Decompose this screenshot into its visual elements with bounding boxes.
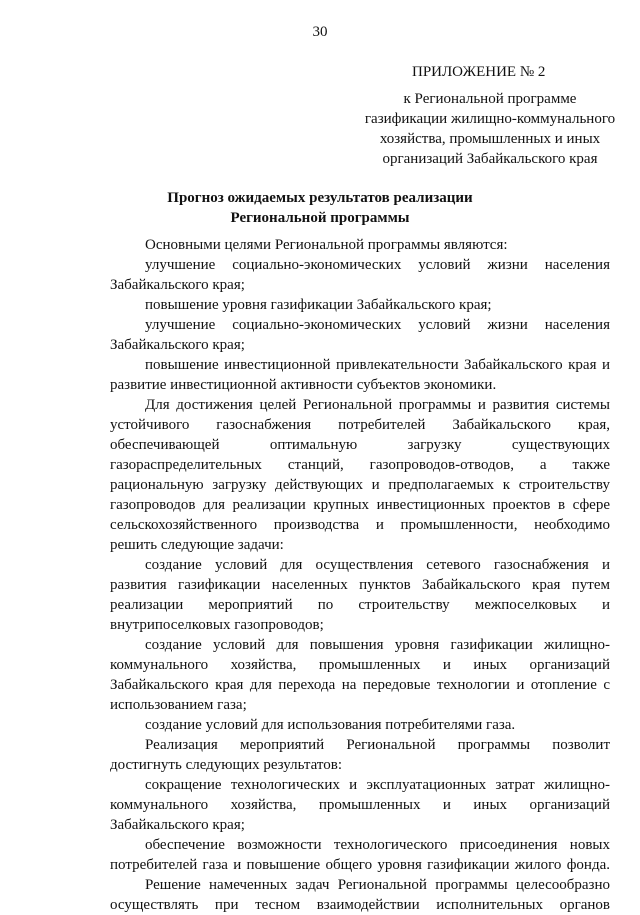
text-line: использованием газа; [110,697,247,713]
text-line: Забайкальского края; [110,817,245,833]
text-line: повышение уровня газификации Забайкальского края; [145,297,492,313]
page-number: 30 [312,24,328,40]
text-line: обеспечивающей оптимальную загрузку существующих [110,437,610,453]
appendix-subtitle: к Региональной программе газификации жилищно-коммунального хозяйства, промышленных и иных организаций Забайкальского края [364,91,616,167]
text-line: улучшение социально-экономических условий жизни населения [145,317,610,333]
text-line: создание условий для использования потребителями газа. [145,717,516,733]
text-line: Забайкальского края; [110,277,245,293]
appendix-title: ПРИЛОЖЕНИЕ № 2 [412,64,546,80]
text-line: развитие инвестиционной активности субъектов экономики. [110,377,497,393]
text-line: газораспределительных станций, газопроводов-отводов, а также [110,457,610,473]
text-line: достигнуть следующих результатов: [110,757,343,773]
text-line: сокращение технологических и эксплуатационных затрат жилищно- [145,777,610,793]
text-line: обеспечение возможности технологического присоединения новых [145,837,610,853]
text-line: осуществлять при тесном взаимодействии исполнительных органов [110,897,610,913]
text-line: Основными целями Региональной программы являются: [145,237,508,253]
text-line: повышение инвестиционной привлекательности Забайкальского края и [145,357,610,373]
text-line: Для достижения целей Региональной программы и развития системы [145,397,610,413]
text-line: решить следующие задачи: [110,537,284,553]
text-line: реализации мероприятий по строительству межпоселковых и [110,597,610,613]
text-line: рациональную загрузку действующих и предполагаемых к строительству [110,477,610,493]
text-line: Забайкальского края; [110,337,245,353]
text-line: Решение намеченных задач Региональной программы целесообразно [145,877,610,893]
text-line: устойчивого газоснабжения потребителей Забайкальского края, [110,417,610,433]
text-line: газопроводов для реализации крупных инвестиционных проектов в сфере [110,497,610,513]
text-line: улучшение социально-экономических условий жизни населения [145,257,610,273]
text-line: создание условий для повышения уровня газификации жилищно- [145,637,610,653]
text-line: создание условий для осуществления сетевого газоснабжения и [145,557,610,573]
text-line: коммунального хозяйства, промышленных и иных организаций [110,797,610,813]
text-line: Забайкальского края для перехода на передовые технологии и отопление с [110,677,610,693]
text-line: потребителей газа и повышение общего уровня газификации жилого фонда. [110,857,610,873]
document-title: Прогноз ожидаемых результатов реализации Региональной программы [167,190,473,226]
text-line: коммунального хозяйства, промышленных и иных организаций [110,657,610,673]
text-line: развития газификации населенных пунктов Забайкальского края путем [110,577,610,593]
text-line: сельскохозяйственного производства и промышленности, необходимо [110,517,610,533]
text-line: Реализация мероприятий Региональной программы позволит [145,737,610,753]
body-text [110,235,610,915]
text-line: внутрипоселковых газопроводов; [110,617,324,633]
